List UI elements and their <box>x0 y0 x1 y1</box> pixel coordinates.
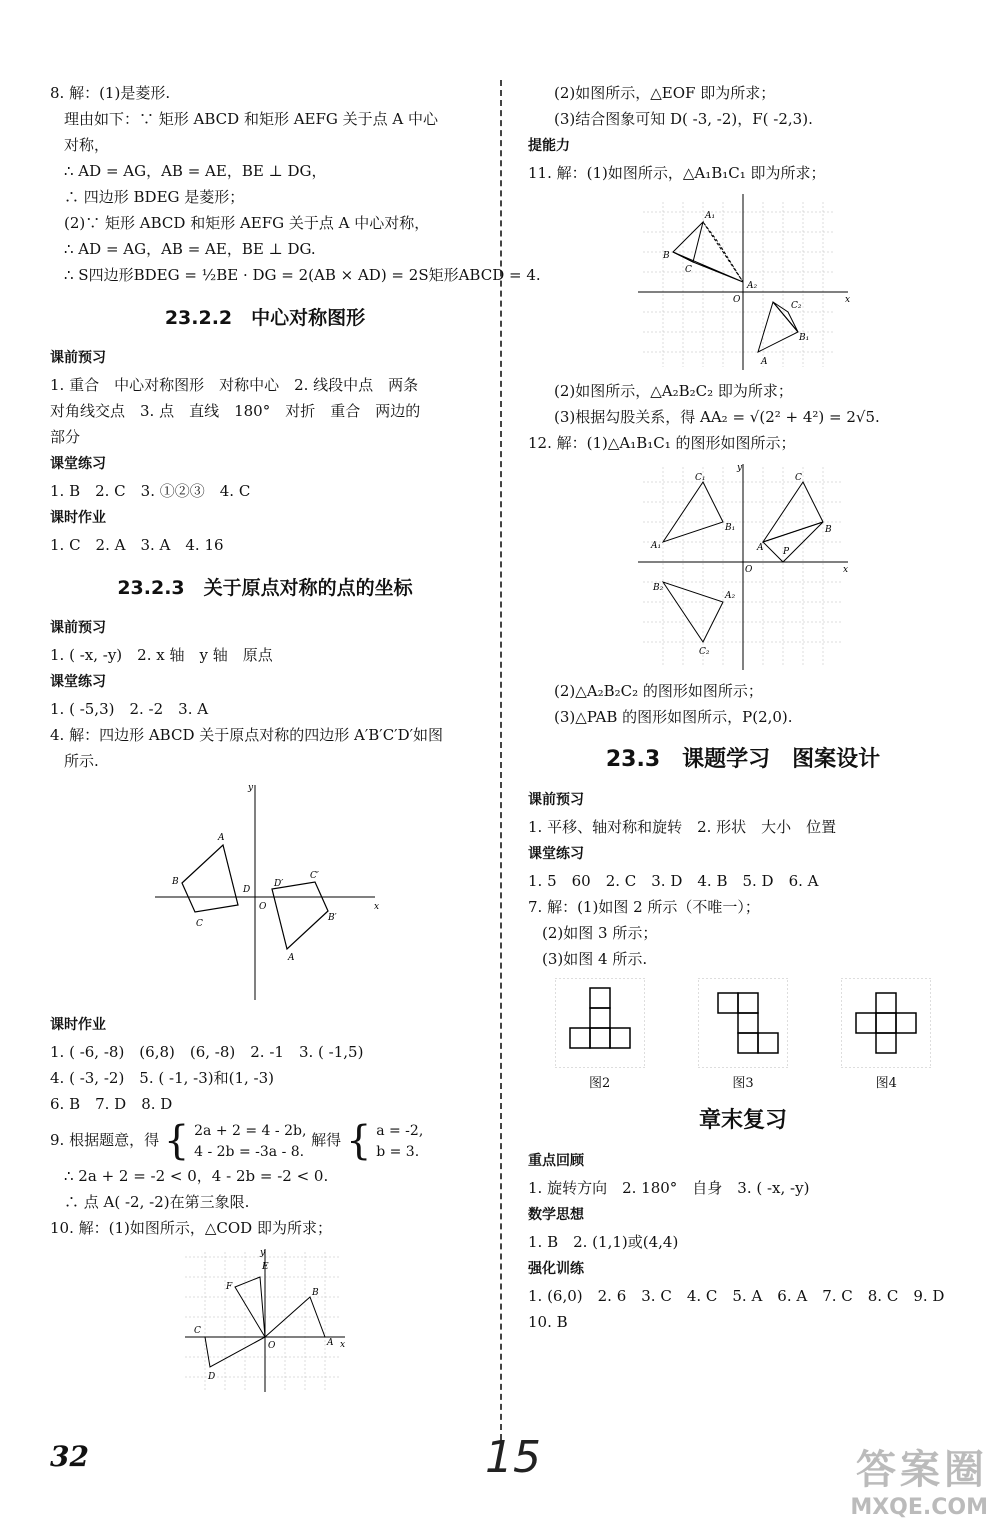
watermark-url: MXQE.COM <box>850 1495 988 1520</box>
section-title: 23.2.2 中心对称图形 <box>164 307 366 329</box>
text-line: 部分 <box>50 428 81 446</box>
svg-text:C: C <box>196 919 203 929</box>
pattern-grid <box>841 978 931 1068</box>
text-line: 11. 解：(1)如图所示，△A₁B₁C₁ 即为所求； <box>528 164 826 182</box>
svg-text:B: B <box>663 251 670 261</box>
text-line: 1. ( -x, -y) 2. x 轴 y 轴 原点 <box>50 646 273 664</box>
subsection-heading: 课时作业 <box>50 1017 106 1033</box>
svg-text:C: C <box>795 473 802 483</box>
svg-text:y: y <box>737 463 743 473</box>
svg-text:A₂: A₂ <box>725 591 736 601</box>
text-line: (2)如图所示，△A₂B₂C₂ 即为所求； <box>554 382 793 400</box>
handwritten-number: 15 <box>485 1432 541 1483</box>
svg-text:O: O <box>268 1341 276 1351</box>
svg-text:D′: D′ <box>274 879 284 889</box>
svg-text:A: A <box>288 953 295 963</box>
system-lines <box>194 1120 306 1162</box>
svg-text:B: B <box>172 877 179 887</box>
watermark-title: 答案圈 <box>856 1447 988 1493</box>
section-title: 章末复习 <box>698 1108 787 1133</box>
text-line: ∴ AD = AG，AB = AE，BE ⊥ DG， <box>64 162 327 180</box>
text-line: 1. (6,0) 2. 6 3. C 4. C 5. A 6. A 7. C 8. C 9. D <box>528 1287 945 1305</box>
text-line: 4. ( -3, -2) 5. ( -1, -3)和(1, -3) <box>50 1069 275 1087</box>
svg-text:B: B <box>312 1288 319 1298</box>
section-title: 23.3 课题学习 图案设计 <box>605 747 881 772</box>
text-line: 对称， <box>64 136 110 154</box>
svg-text:C₂: C₂ <box>699 647 710 657</box>
svg-text:B: B <box>825 525 832 535</box>
svg-text:C: C <box>685 265 692 275</box>
figure-caption: 图2 <box>589 1076 611 1091</box>
equation: 4 - 2b = -3a - 8. <box>194 1144 305 1160</box>
brace: { <box>345 1118 372 1164</box>
right-column <box>528 80 958 1335</box>
svg-text:O: O <box>745 565 753 575</box>
pattern-figure-3 <box>698 978 788 1091</box>
text-line: 12. 解：(1)△A₁B₁C₁ 的图形如图所示； <box>528 434 796 452</box>
text-line: 8. 解：(1)是菱形. <box>50 84 171 102</box>
text-line: ∴ AD = AG，AB = AE，BE ⊥ DG. <box>64 240 316 258</box>
triangle-rotation-figure <box>633 192 853 372</box>
subsection-heading: 课堂练习 <box>50 456 106 472</box>
subsection-heading: 课前预习 <box>50 620 106 636</box>
text-line: (3)根据勾股关系，得 AA₂ = √(2² + 4²) = 2√5. <box>554 408 880 426</box>
svg-text:A: A <box>761 357 768 367</box>
triangle-cod-figure <box>180 1247 350 1397</box>
text-line: 所示. <box>64 752 99 770</box>
text-line: (2)△A₂B₂C₂ 的图形如图所示； <box>554 682 763 700</box>
text-line: (3)如图 4 所示. <box>542 950 648 968</box>
subsection-heading: 提能力 <box>528 138 570 154</box>
subsection-heading: 课堂练习 <box>50 674 106 690</box>
svg-text:A₂: A₂ <box>747 281 758 291</box>
subsection-heading: 课时作业 <box>50 510 106 526</box>
equation: 2a + 2 = 4 - 2b, <box>194 1123 307 1139</box>
text-line: 1. 5 60 2. C 3. D 4. B 5. D 6. A <box>528 872 819 890</box>
text-line: ∴ 四边形 BDEG 是菱形； <box>64 188 245 206</box>
figure-caption: 图4 <box>875 1076 897 1091</box>
svg-text:A₁: A₁ <box>651 541 662 551</box>
text-line: (2)如图所示，△EOF 即为所求； <box>554 84 776 102</box>
system-lines <box>376 1120 423 1162</box>
text-line: 对角线交点 3. 点 直线 180° 对折 重合 两边的 <box>50 402 421 420</box>
quadrilateral-figure <box>150 780 380 1005</box>
text-line: 理由如下：∵ 矩形 ABCD 和矩形 AEFG 关于点 A 中心 <box>64 110 439 128</box>
subsection-heading: 课前预习 <box>50 350 106 366</box>
text-line: 1. ( -6, -8) (6,8) (6, -8) 2. -1 3. ( -1,5) <box>50 1043 364 1061</box>
section-title: 23.2.3 关于原点对称的点的坐标 <box>117 577 413 599</box>
svg-text:C₂: C₂ <box>791 301 802 311</box>
pattern-figure-4 <box>841 978 931 1091</box>
watermark <box>850 1438 988 1520</box>
column-divider <box>500 80 502 1450</box>
text-line: 1. ( -5,3) 2. -2 3. A <box>50 700 209 718</box>
text-line: ∴ 点 A( -2, -2)在第三象限. <box>64 1193 250 1211</box>
text-line: 1. 旋转方向 2. 180° 自身 3. ( -x, -y) <box>528 1179 810 1197</box>
svg-text:C: C <box>194 1326 201 1336</box>
text-line: 1. 平移、轴对称和旋转 2. 形状 大小 位置 <box>528 818 837 836</box>
left-column <box>50 80 541 1403</box>
equation-system <box>50 1117 480 1163</box>
svg-text:A: A <box>218 833 225 843</box>
page-number: 32 <box>50 1440 89 1473</box>
subsection-heading: 强化训练 <box>528 1261 584 1277</box>
text-line: ∴ S四边形BDEG = ½BE · DG = 2(AB × AD) = 2S矩形ABCD = 4. <box>64 266 541 284</box>
figure-caption: 图3 <box>732 1076 754 1091</box>
text-line: (2)如图 3 所示； <box>542 924 658 942</box>
text-fragment: 解得 <box>311 1131 342 1149</box>
svg-text:C₁: C₁ <box>695 473 706 483</box>
svg-text:D: D <box>208 1372 216 1382</box>
equation: a = -2, <box>376 1123 424 1139</box>
text-line: (3)结合图象可知 D( -3, -2)，F( -2,3). <box>554 110 813 128</box>
text-line: ∴ 2a + 2 = -2 < 0，4 - 2b = -2 < 0. <box>64 1167 329 1185</box>
text-line: 1. B 2. (1,1)或(4,4) <box>528 1233 679 1251</box>
svg-text:x: x <box>374 902 380 912</box>
text-line: 7. 解：(1)如图 2 所示（不唯一）； <box>528 898 760 916</box>
equation: b = 3. <box>376 1144 420 1160</box>
text-line: 1. 重合 中心对称图形 对称中心 2. 线段中点 两条 <box>50 376 419 394</box>
subsection-heading: 重点回顾 <box>528 1153 584 1169</box>
svg-text:B₁: B₁ <box>799 333 810 343</box>
text-line: 1. C 2. A 3. A 4. 16 <box>50 536 224 554</box>
svg-text:x: x <box>843 565 849 575</box>
text-fragment: 9. 根据题意，得 <box>50 1131 160 1149</box>
svg-text:x: x <box>845 295 851 305</box>
svg-text:y: y <box>248 783 254 793</box>
svg-text:A: A <box>757 543 764 553</box>
brace: { <box>163 1118 190 1164</box>
svg-text:B′: B′ <box>328 913 337 923</box>
subsection-heading: 课前预习 <box>528 792 584 808</box>
svg-text:y: y <box>260 1248 266 1258</box>
text-line: 10. B <box>528 1313 568 1331</box>
text-line: 6. B 7. D 8. D <box>50 1095 173 1113</box>
svg-text:D: D <box>243 885 251 895</box>
svg-text:F: F <box>226 1282 233 1292</box>
text-line: 4. 解：四边形 ABCD 关于原点对称的四边形 A′B′C′D′如图 <box>50 726 444 744</box>
pattern-grid <box>555 978 645 1068</box>
text-line: (3)△PAB 的图形如图所示，P(2,0). <box>554 708 793 726</box>
triangle-symmetry-figure <box>633 462 853 672</box>
text-line: 10. 解：(1)如图所示，△COD 即为所求； <box>50 1219 332 1237</box>
pattern-figures <box>528 978 958 1091</box>
svg-text:B₂: B₂ <box>653 583 664 593</box>
pattern-figure-2 <box>555 978 645 1091</box>
text-line: (2)∵ 矩形 ABCD 和矩形 AEFG 关于点 A 中心对称， <box>64 214 430 232</box>
text-line: 1. B 2. C 3. ①②③ 4. C <box>50 482 251 500</box>
svg-text:B₁: B₁ <box>725 523 736 533</box>
svg-text:O: O <box>733 295 741 305</box>
svg-text:A₁: A₁ <box>705 211 716 221</box>
svg-text:O: O <box>259 902 267 912</box>
svg-text:x: x <box>340 1340 346 1350</box>
pattern-grid <box>698 978 788 1068</box>
subsection-heading: 课堂练习 <box>528 846 584 862</box>
svg-text:P: P <box>783 547 790 557</box>
svg-text:A: A <box>327 1338 334 1348</box>
subsection-heading: 数学思想 <box>528 1207 584 1223</box>
svg-text:E: E <box>262 1262 269 1272</box>
svg-text:C′: C′ <box>310 871 319 881</box>
